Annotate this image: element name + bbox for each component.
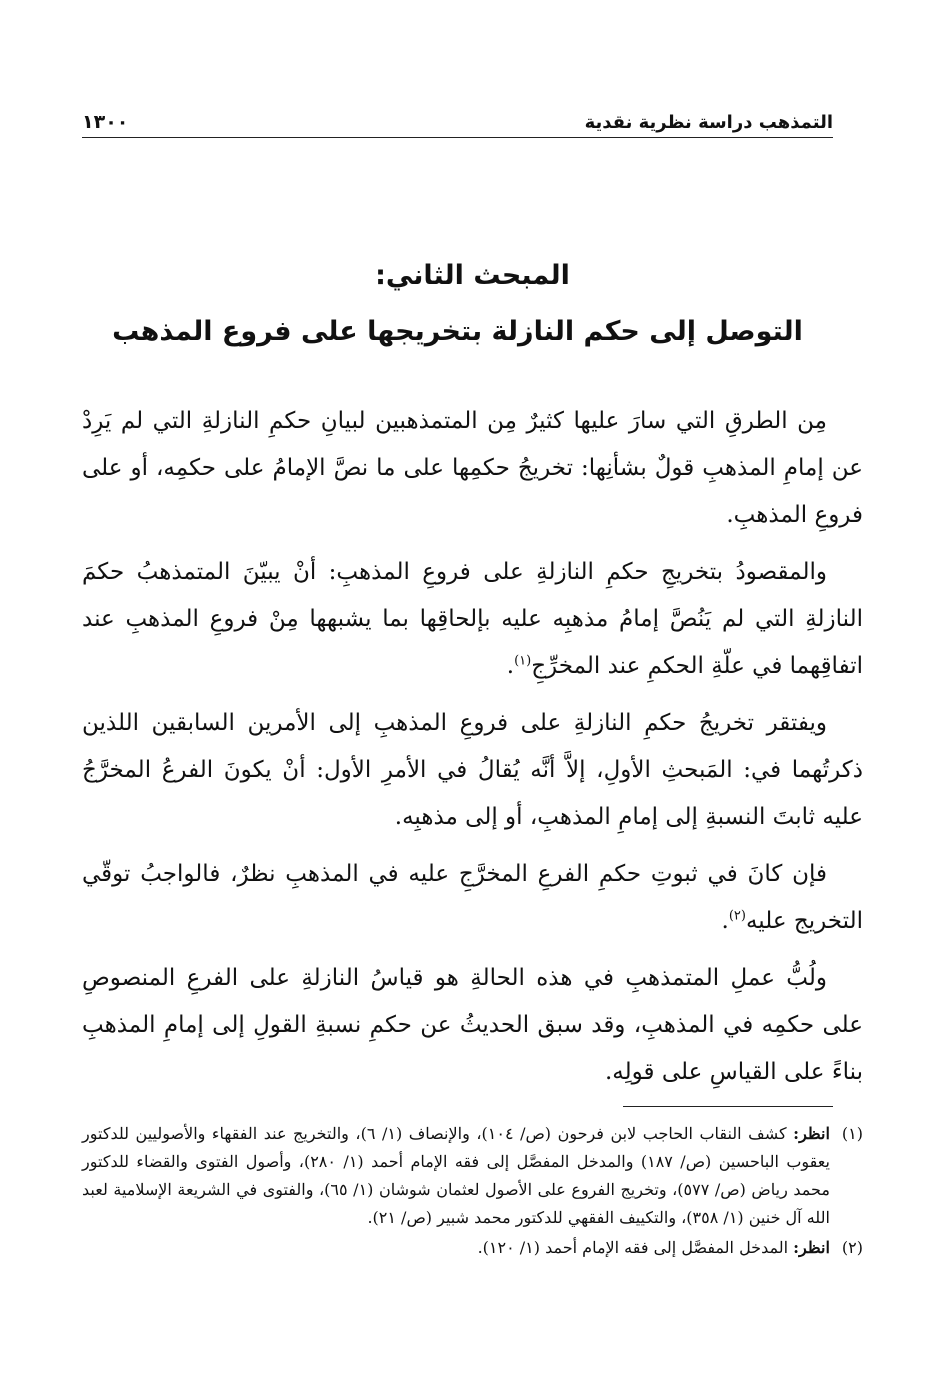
- paragraph-4: فإن كانَ في ثبوتِ حكمِ الفرعِ المخرَّجِ عليه في المذهبِ نظرٌ، فالواجبُ توقّي التخريج عليه$^{(٢)}$.: [82, 861, 863, 934]
- footnote-text: انظر: كشف النقاب الحاجب لابن فرحون (ص/ ١٠٤)، والإنصاف (١/ ٦)، والتخريج عند الفقهاء والأصوليين للدكتور يعقوب الباحسين (ص/ ١٨٧) والمدخل المفصَّل إلى فقه الإمام أحمد (١/ ٢٨٠)، وأصول الفتوى والقضاء للدكتور محمد رياض (ص/ ٥٧٧)، وتخريج الفروع على الأصول لعثمان شوشان (١/ ٦٥)، والفتوى في الشريعة الإسلامية لعبد الله آل خنين (١/ ٣٥٨)، والتكييف الفقهي للدكتور محمد شبير (ص/ ٢١).: [82, 1124, 830, 1227]
- running-header: [82, 102, 833, 138]
- paragraph-2: والمقصودُ بتخريجِ حكمِ النازلةِ على فروعِ المذهبِ: أنْ يبيّنَ المتمذهبُ حكمَ النازلةِ التي لم يَنُصَّ إمامُ مذهبِه عليه بإلحاقِها بما يشبهها مِنْ فروعِ المذهبِ عند اتفاقِهما في علّةِ الحكمِ عند المخرِّجِ$^{(١)}$.: [82, 559, 863, 679]
- paragraph-3: ويفتقر تخريجُ حكمِ النازلةِ على فروعِ المذهبِ إلى الأمرين السابقين اللذين ذكرتُهما في: المَبحثِ الأولِ، إلاَّ أنَّه يُقالُ في الأمرِ الأول: أنْ يكونَ الفرعُ المخرَّجُ عليه ثابتَ النسبةِ إلى إمامِ المذهبِ، أو إلى مذهبِه.: [82, 710, 863, 830]
- footnote-ref-1: (١): [514, 653, 532, 669]
- footnote-1: [82, 1120, 863, 1232]
- paragraph-5: ولُبُّ عملِ المتمذهبِ في هذه الحالةِ هو قياسُ النازلةِ على الفرعِ المنصوصِ على حكمِه في المذهبِ، وقد سبق الحديثُ عن حكمِ نسبةِ القولِ إلى إمامِ المذهبِ بناءً على القياسِ على قولِه.: [82, 965, 863, 1085]
- footnote-2: [82, 1234, 863, 1262]
- section-title: التوصل إلى حكم النازلة بتخريجها على فروع المذهب: [112, 316, 803, 347]
- paragraph-1: مِن الطرقِ التي سارَ عليها كثيرٌ مِن المتمذهبين لبيانِ حكمِ النازلةِ التي لم يَرِدْ عن إمامِ المذهبِ قولٌ بشأنِها: تخريجُ حكمِها على ما نصَّ الإمامُ على حكمِه، أو على فروعِ المذهبِ.: [82, 408, 863, 528]
- page-number: ١٣٠٠: [82, 111, 129, 133]
- running-title: التمذهب دراسة نظرية نقدية: [584, 112, 833, 133]
- footnote-ref-2: (٢): [728, 908, 746, 924]
- section-label: المبحث الثاني:: [375, 260, 570, 291]
- footnote-separator: [623, 1106, 833, 1107]
- footnote-text: انظر: المدخل المفصَّل إلى فقه الإمام أحمد (١/ ١٢٠).: [477, 1238, 830, 1257]
- footnotes: [82, 1120, 863, 1264]
- footnote-number: (٢): [841, 1238, 863, 1257]
- body-text: [82, 398, 863, 1106]
- footnote-number: (١): [841, 1124, 863, 1143]
